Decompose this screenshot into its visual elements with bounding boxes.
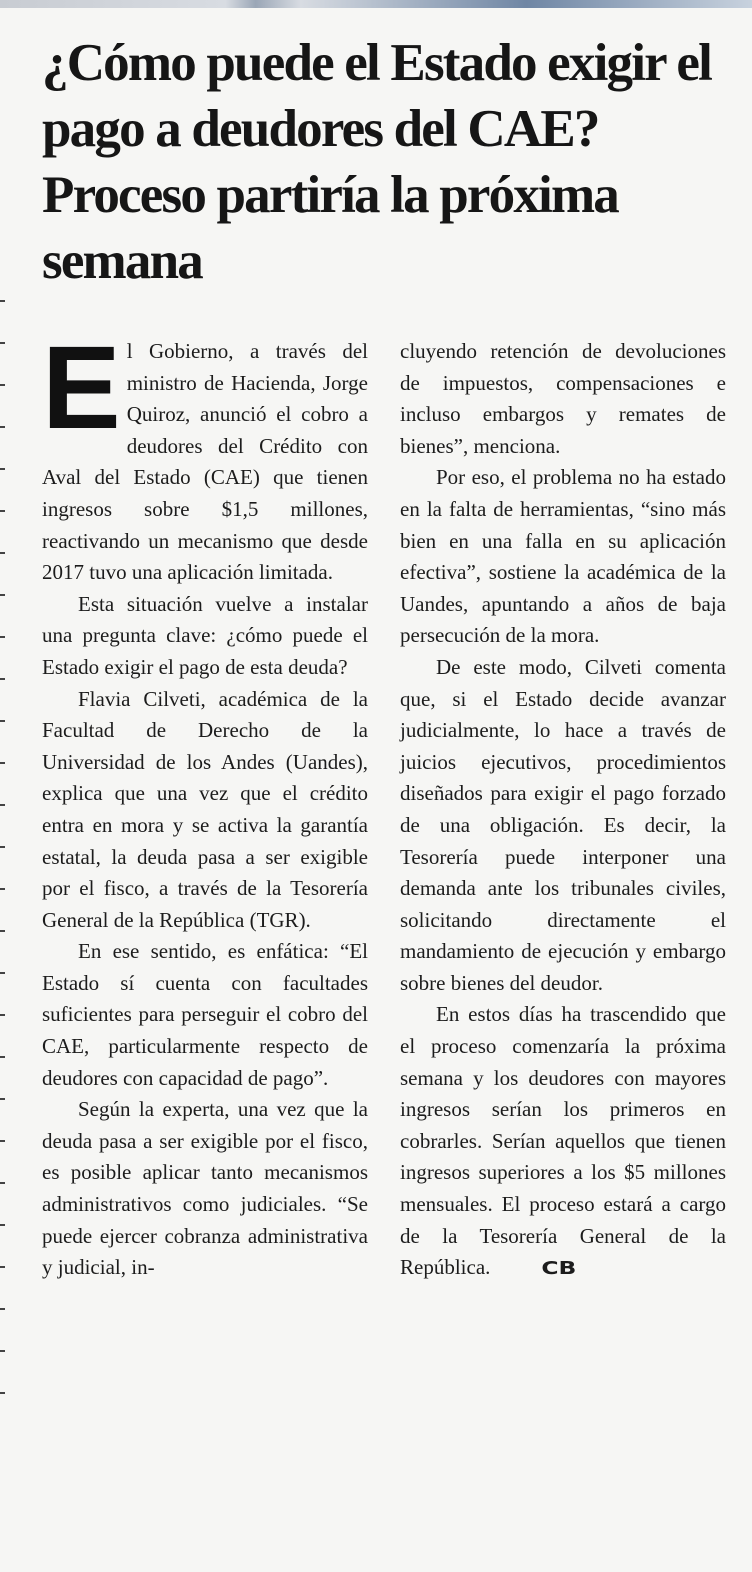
end-of-article-mark: CB bbox=[541, 1258, 577, 1280]
paragraph: cluyendo retención de devoluciones de impuestos, compensaciones e incluso embargos y remates de bienes”, menciona. bbox=[400, 339, 726, 458]
page-top-edge bbox=[0, 0, 752, 8]
paragraph: Por eso, el problema no ha estado en la falta de herramientas, “sino más bien en una falla en su aplicación efectiva”, sostiene la académica de la Uandes, apuntando a años de baja persecución de la mora. bbox=[400, 465, 726, 648]
drop-cap: E bbox=[42, 322, 121, 454]
left-column bbox=[42, 322, 368, 1284]
paragraph-text: l Gobierno, a través del ministro de Hacienda, Jorge Quiroz, anunció el cobro a deudores del Crédito con Aval del Estado (CAE) que tienen ingresos sobre $1,5 millones, reactivando un mecanismo que desde 2017 tuvo una aplicación limitada. bbox=[42, 339, 368, 585]
paragraph-text: En estos días ha trascendido que el proceso comenzaría la próxima semana y los deudores con mayores ingresos serían los primeros en cobrarles. Serían aquellos que tienen ingresos superiores a los $5 millones mensuales. El proceso estará a cargo de la Tesorería General de la República. bbox=[400, 1002, 726, 1280]
paragraph: Esta situación vuelve a instalar una pregunta clave: ¿cómo puede el Estado exigir el pago de esta deuda? bbox=[42, 591, 368, 679]
paragraph bbox=[400, 999, 726, 1284]
page-margin-marks bbox=[0, 300, 8, 1550]
paragraph: Según la experta, una vez que la deuda pasa a ser exigible por el fisco, es posible aplicar tanto mecanismos administrativos como judiciales. “Se puede ejercer cobranza administrativa y judicial, in- bbox=[42, 1097, 368, 1280]
right-column bbox=[400, 336, 726, 1285]
paragraph: Flavia Cilveti, académica de la Facultad de Derecho de la Universidad de los Andes (Uandes), explica que una vez que el crédito entra en mora y se activa la garantía estatal, la deuda pasa a ser exigible por el fisco, a través de la Tesorería General de la República (TGR). bbox=[42, 686, 368, 932]
paragraph: De este modo, Cilveti comenta que, si el Estado decide avanzar judicialmente, lo hace a través de juicios ejecutivos, procedimientos diseñados para exigir el pago forzado de una obligación. Es decir, la Tesorería puede interponer una demanda ante los tribunales civiles, solicitando directamente el mandamiento de ejecución y embargo sobre bienes del deudor. bbox=[400, 654, 726, 995]
paragraph: En ese sentido, es enfática: “El Estado sí cuenta con facultades suficientes para perseguir el cobro del CAE, particularmente respecto de deudores con capacidad de pago”. bbox=[42, 939, 368, 1090]
article-headline: ¿Cómo puede el Estado exigir el pago a deudores del CAE? Proceso partiría la próxima semana bbox=[42, 34, 711, 290]
paragraph bbox=[42, 322, 368, 589]
news-article bbox=[38, 30, 738, 1280]
